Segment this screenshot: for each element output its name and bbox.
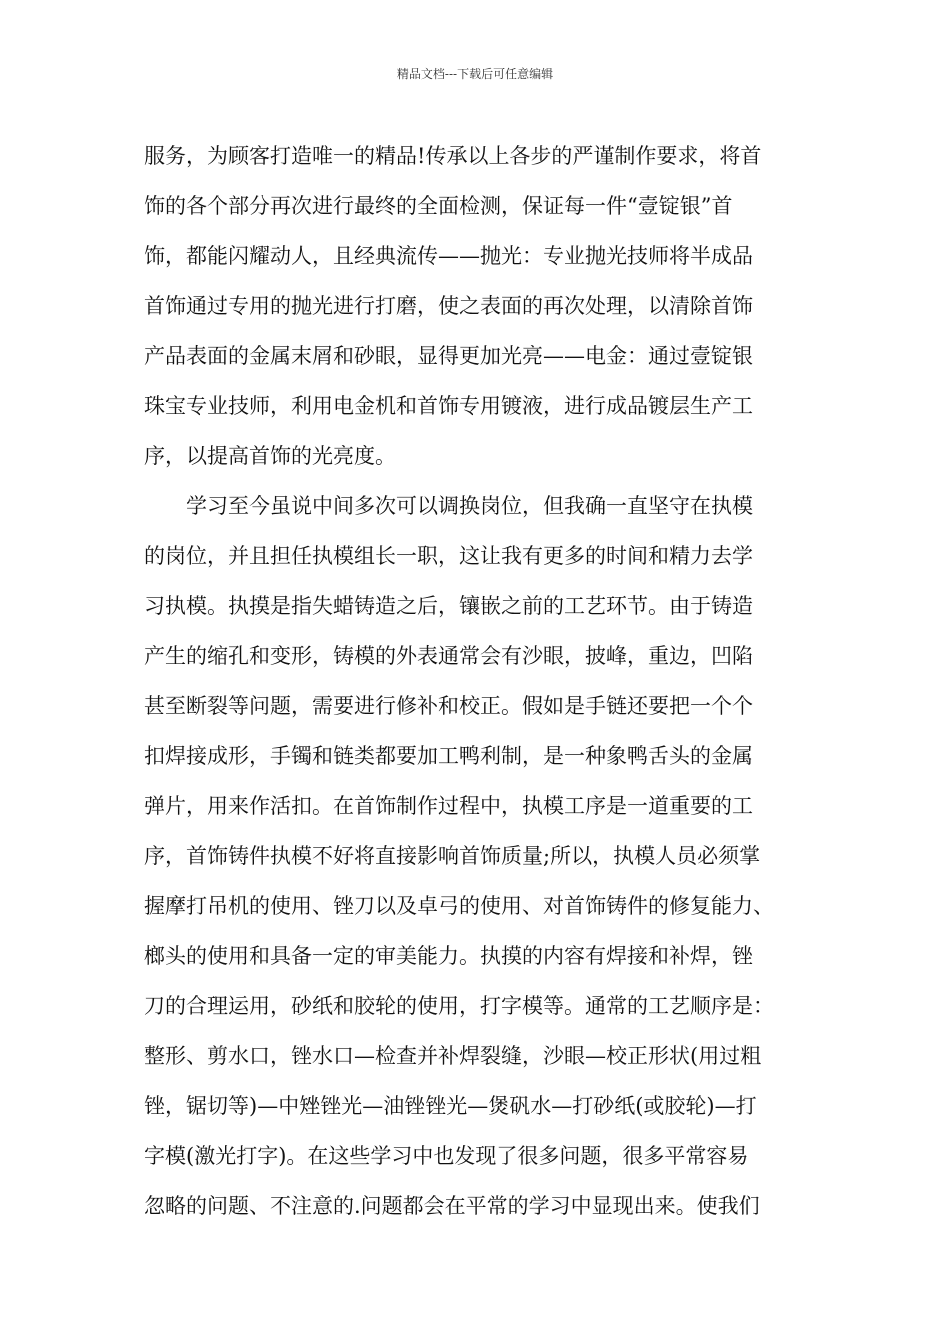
- page-header: 精品文档---下载后可任意编辑: [396, 67, 554, 81]
- text-line: 产生的缩孔和变形，铸模的外表通常会有沙眼，披峰，重边，凹陷: [144, 644, 753, 668]
- text-line: 饰的各个部分再次进行最终的全面检测，保证每一件“壹锭银”首: [144, 194, 733, 218]
- text-line: 序，首饰铸件执模不好将直接影响首饰质量;所以，执模人员必须掌: [144, 844, 761, 868]
- text-line: 珠宝专业技师，利用电金机和首饰专用镀液，进行成品镀层生产工: [144, 394, 753, 418]
- text-line: 忽略的问题、不注意的.问题都会在平常的学习中显现出来。使我们: [144, 1194, 760, 1218]
- text-line: 习执模。执摸是指失蜡铸造之后，镶嵌之前的工艺环节。由于铸造: [144, 594, 753, 618]
- text-line: 序，以提高首饰的光亮度。: [144, 444, 396, 468]
- text-line: 服务，为顾客打造唯一的精品!传承以上各步的严谨制作要求，将首: [144, 144, 762, 168]
- text-line: 刀的合理运用，砂纸和胶轮的使用，打字模等。通常的工艺顺序是：: [144, 994, 774, 1018]
- text-line: 榔头的使用和具备一定的审美能力。执摸的内容有焊接和补焊，锉: [144, 944, 753, 968]
- text-line: 甚至断裂等问题，需要进行修补和校正。假如是手链还要把一个个: [144, 694, 753, 718]
- document-body: [144, 131, 824, 1231]
- text-line: 学习至今虽说中间多次可以调换岗位，但我确一直坚守在执模: [186, 494, 753, 518]
- paragraph-1: [144, 131, 824, 481]
- text-line: 饰，都能闪耀动人，且经典流传——抛光：专业抛光技师将半成品: [144, 244, 753, 268]
- text-line: 整形、剪水口，锉水口—检查并补焊裂缝，沙眼—校正形状(用过粗: [144, 1044, 762, 1068]
- text-line: 首饰通过专用的抛光进行打磨，使之表面的再次处理，以清除首饰: [144, 294, 753, 318]
- text-line: 的岗位，并且担任执模组长一职，这让我有更多的时间和精力去学: [144, 544, 753, 568]
- text-line: 产品表面的金属末屑和砂眼，显得更加光亮——电金：通过壹锭银: [144, 344, 753, 368]
- text-line: 弹片，用来作活扣。在首饰制作过程中，执模工序是一道重要的工: [144, 794, 753, 818]
- text-line: 字模(激光打字)。在这些学习中也发现了很多问题，很多平常容易: [144, 1144, 749, 1168]
- text-line: 锉，锯切等)—中矬锉光—油锉锉光—煲矾水—打砂纸(或胶轮)—打: [144, 1094, 757, 1118]
- paragraph-2: [144, 481, 824, 1231]
- text-line: 握摩打吊机的使用、锉刀以及卓弓的使用、对首饰铸件的修复能力、: [144, 894, 774, 918]
- text-line: 扣焊接成形，手镯和链类都要加工鸭利制，是一种象鸭舌头的金属: [144, 744, 753, 768]
